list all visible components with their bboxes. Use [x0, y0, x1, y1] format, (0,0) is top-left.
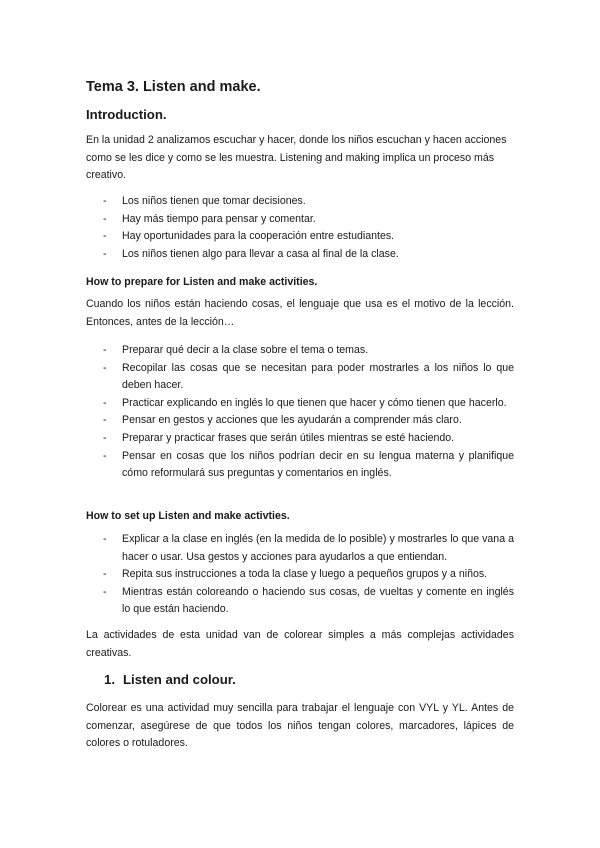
- list-item: - Practicar explicando en inglés lo que tienen que hacer y cómo tienen que hacerlo.: [100, 395, 514, 413]
- section-paragraph: Colorear es una actividad muy sencilla para trabajar el lenguaje con VYL y YL. Antes de comenzar, asegúrese de que todos los niños tengan colores, marcadores, lápices de colores o rotuladores.: [86, 702, 514, 750]
- list-item: - Pensar en cosas que los niños podrían decir en su lengua materna y planifique cómo reformulará sus preguntas y comentarios en inglés.: [100, 448, 514, 483]
- list-item: - Los niños tienen algo para llevar a casa al final de la clase.: [100, 246, 514, 264]
- introduction-paragraph: En la unidad 2 analizamos escuchar y hacer, donde los niños escuchan y hacen acciones como se les dice y como se les muestra. Listening and making implica un proceso más creativo.: [86, 134, 507, 182]
- section-heading: [104, 671, 236, 688]
- list-item: - Preparar qué decir a la clase sobre el tema o temas.: [100, 342, 514, 360]
- introduction-list: [100, 193, 514, 263]
- setup-list: [100, 531, 514, 619]
- list-item: - Repita sus instrucciones a toda la clase y luego a pequeños grupos y a niños.: [100, 566, 514, 584]
- list-item: - Preparar y practicar frases que serán útiles mientras se esté haciendo.: [100, 430, 514, 448]
- prepare-heading: How to prepare for Listen and make activities.: [86, 276, 318, 288]
- closing-paragraph: La actividades de esta unidad van de colorear simples a más complejas actividades creativas.: [86, 629, 514, 659]
- section-title: Listen and colour.: [123, 672, 236, 687]
- section-number: 1.: [104, 672, 115, 687]
- list-item: - Pensar en gestos y acciones que les ayudarán a comprender más claro.: [100, 412, 514, 430]
- list-item: - Recopilar las cosas que se necesitan para poder mostrarles a los niños lo que deben hacer.: [100, 360, 514, 395]
- list-item: - Los niños tienen que tomar decisiones.: [100, 193, 514, 211]
- setup-heading: How to set up Listen and make activties.: [86, 510, 290, 522]
- introduction-heading: Introduction.: [86, 107, 167, 122]
- prepare-paragraph: Cuando los niños están haciendo cosas, el lenguaje que usa es el motivo de la lección. Entonces, antes de la lección…: [86, 298, 514, 328]
- prepare-list: [100, 342, 514, 483]
- page-title: Tema 3. Listen and make.: [86, 79, 261, 95]
- list-item: - Hay oportunidades para la cooperación entre estudiantes.: [100, 228, 514, 246]
- list-item: - Mientras están coloreando o haciendo sus cosas, de vueltas y comente en inglés lo que están haciendo.: [100, 584, 514, 619]
- list-item: - Explicar a la clase en inglés (en la medida de lo posible) y mostrarles lo que vana a hacer o usar. Usa gestos y acciones para ayudarlos a que entiendan.: [100, 531, 514, 566]
- list-item: - Hay más tiempo para pensar y comentar.: [100, 211, 514, 229]
